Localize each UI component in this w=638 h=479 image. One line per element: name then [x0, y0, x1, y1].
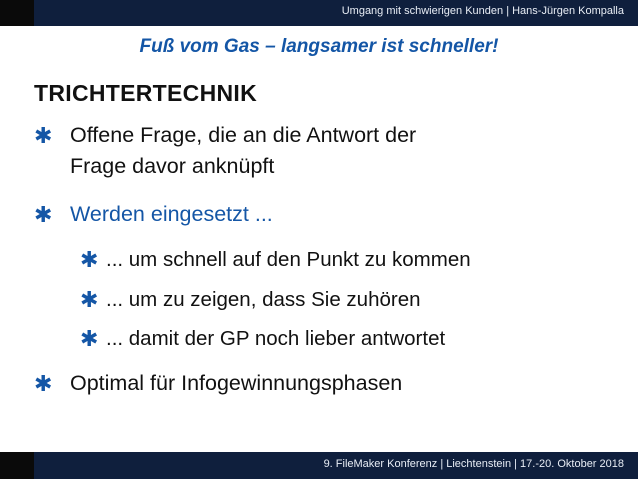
sub-bullet-item	[80, 323, 446, 354]
bullet-text-line-1: Offene Frage, die an die Antwort der	[70, 123, 417, 147]
bullet-item	[34, 199, 273, 230]
asterisk-icon: ✱	[80, 287, 99, 312]
bullet-item	[34, 368, 403, 399]
bullet-text: Optimal für Infogewinnungsphasen	[70, 371, 403, 395]
bullet-text: ... um schnell auf den Punkt zu kommen	[106, 248, 471, 271]
sub-bullet-item	[80, 284, 421, 315]
sub-bullet-item	[80, 244, 471, 275]
bullet-text: ... um zu zeigen, dass Sie zuhören	[106, 288, 421, 311]
bullet-text: ... damit der GP noch lieber antwortet	[106, 327, 446, 350]
asterisk-icon: ✱	[80, 326, 99, 351]
bullet-text-line-2: Frage davor anknüpft	[70, 154, 275, 178]
header-text: Umgang mit schwierigen Kunden | Hans-Jürgen Kompalla	[341, 5, 624, 17]
header-bar	[0, 0, 638, 26]
slide-title: TRICHTERTECHNIK	[34, 80, 257, 106]
bullet-item	[34, 120, 417, 182]
footer-bar	[0, 452, 638, 479]
bullet-text: Werden eingesetzt ...	[70, 202, 273, 226]
slide-subtitle: Fuß vom Gas – langsamer ist schneller!	[139, 36, 499, 57]
asterisk-icon: ✱	[34, 202, 53, 227]
asterisk-icon: ✱	[34, 371, 53, 396]
asterisk-icon: ✱	[34, 123, 53, 148]
footer-accent-block	[0, 452, 34, 479]
footer-text: 9. FileMaker Konferenz | Liechtenstein | 17.-20. Oktober 2018	[323, 458, 624, 470]
asterisk-icon: ✱	[80, 247, 99, 272]
header-accent-block	[0, 0, 34, 26]
